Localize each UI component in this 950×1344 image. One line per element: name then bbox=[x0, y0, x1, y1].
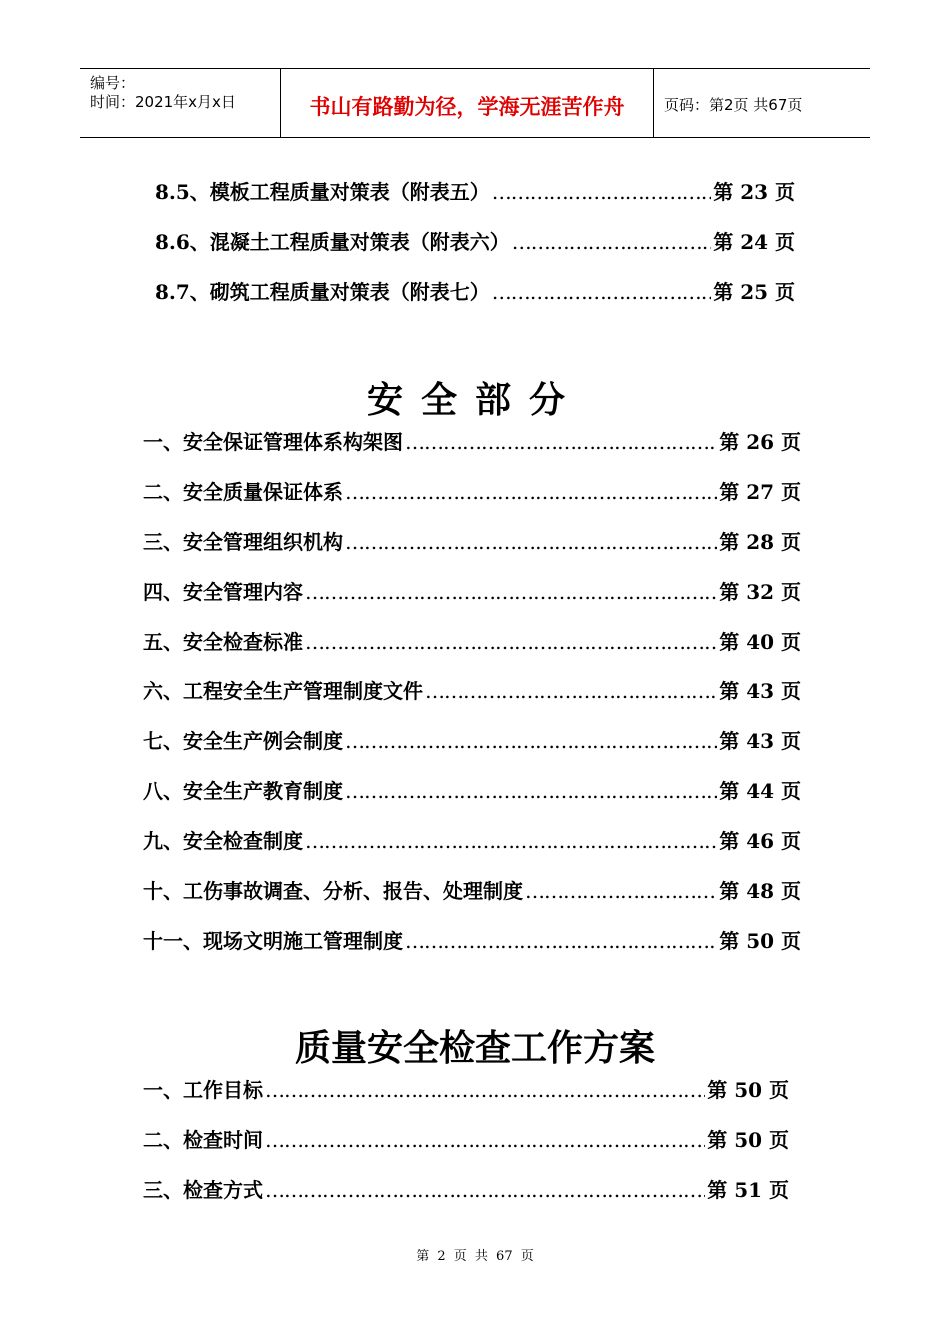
toc-leader-dots bbox=[492, 180, 711, 204]
safety-heading: 安全部分 bbox=[366, 379, 583, 421]
toc-item-page: 第 26 页 bbox=[719, 430, 801, 454]
toc-item-title: 四、安全管理内容 bbox=[143, 580, 303, 604]
toc-item-title: 一、工作目标 bbox=[143, 1078, 263, 1102]
toc-item-title: 六、工程安全生产管理制度文件 bbox=[143, 679, 423, 703]
toc-leader-dots bbox=[305, 580, 717, 604]
toc-item-page: 第 28 页 bbox=[719, 530, 801, 554]
toc-item-title: 十一、现场文明施工管理制度 bbox=[143, 929, 403, 953]
inspection-heading: 质量安全检查工作方案 bbox=[294, 1027, 655, 1069]
toc-leader-dots bbox=[345, 779, 717, 803]
toc-item-title: 二、安全质量保证体系 bbox=[143, 480, 343, 504]
toc-item-page: 第 25 页 bbox=[713, 280, 795, 304]
toc-item-page: 第 24 页 bbox=[713, 230, 795, 254]
toc-item[interactable] bbox=[143, 825, 801, 855]
toc-item-page: 第 50 页 bbox=[719, 929, 801, 953]
toc-leader-dots bbox=[525, 879, 717, 903]
number-label: 编号： bbox=[90, 74, 136, 92]
toc-item-page: 第 43 页 bbox=[719, 729, 801, 753]
toc-item[interactable] bbox=[155, 276, 795, 306]
toc-leader-dots bbox=[305, 829, 717, 853]
toc-item-page: 第 51 页 bbox=[707, 1178, 789, 1202]
header-meta bbox=[80, 69, 281, 137]
toc-item-page: 第 43 页 bbox=[719, 679, 801, 703]
toc-item-page: 第 46 页 bbox=[719, 829, 801, 853]
time-label: 时间：2021年x月x日 bbox=[90, 93, 236, 111]
toc-leader-dots bbox=[425, 679, 717, 703]
toc-leader-dots bbox=[305, 630, 717, 654]
toc-item[interactable] bbox=[143, 1174, 789, 1204]
toc-item-title: 8.6、混凝土工程质量对策表（附表六） bbox=[155, 230, 510, 254]
toc-leader-dots bbox=[512, 230, 711, 254]
toc-item[interactable] bbox=[143, 476, 801, 506]
toc-item[interactable] bbox=[143, 626, 801, 656]
toc-item-title: 八、安全生产教育制度 bbox=[143, 779, 343, 803]
toc-item-title: 8.7、砌筑工程质量对策表（附表七） bbox=[155, 280, 490, 304]
toc-item-title: 九、安全检查制度 bbox=[143, 829, 303, 853]
toc-item-title: 三、安全管理组织机构 bbox=[143, 530, 343, 554]
toc-item-page: 第 23 页 bbox=[713, 180, 795, 204]
toc-item[interactable] bbox=[143, 675, 801, 705]
toc-item[interactable] bbox=[143, 426, 801, 456]
toc-leader-dots bbox=[265, 1078, 705, 1102]
toc-item-page: 第 40 页 bbox=[719, 630, 801, 654]
toc-leader-dots bbox=[492, 280, 711, 304]
toc-item-page: 第 27 页 bbox=[719, 480, 801, 504]
header-page-cell bbox=[654, 69, 870, 137]
toc-item-page: 第 50 页 bbox=[707, 1078, 789, 1102]
toc-leader-dots bbox=[345, 729, 717, 753]
toc-leader-dots bbox=[405, 929, 717, 953]
toc-item-title: 二、检查时间 bbox=[143, 1128, 263, 1152]
toc-item[interactable] bbox=[143, 526, 801, 556]
toc-item[interactable] bbox=[143, 775, 801, 805]
toc-item[interactable] bbox=[143, 725, 801, 755]
toc-item-page: 第 44 页 bbox=[719, 779, 801, 803]
toc-item-title: 一、安全保证管理体系构架图 bbox=[143, 430, 403, 454]
toc-item[interactable] bbox=[155, 226, 795, 256]
toc-leader-dots bbox=[265, 1128, 705, 1152]
page-info: 页码：第2页 共67页 bbox=[664, 96, 803, 114]
toc-item[interactable] bbox=[143, 875, 801, 905]
toc-item-title: 三、检查方式 bbox=[143, 1178, 263, 1202]
toc-leader-dots bbox=[265, 1178, 705, 1202]
toc-item-title: 七、安全生产例会制度 bbox=[143, 729, 343, 753]
toc-item[interactable] bbox=[143, 1124, 789, 1154]
toc-item-page: 第 48 页 bbox=[719, 879, 801, 903]
toc-item-title: 8.5、模板工程质量对策表（附表五） bbox=[155, 180, 490, 204]
toc-item-title: 五、安全检查标准 bbox=[143, 630, 303, 654]
toc-item[interactable] bbox=[143, 925, 801, 955]
toc-item[interactable] bbox=[155, 176, 795, 206]
toc-item[interactable] bbox=[143, 1074, 789, 1104]
header-motto-cell bbox=[281, 69, 654, 137]
toc-leader-dots bbox=[345, 530, 717, 554]
toc-leader-dots bbox=[345, 480, 717, 504]
motto: 书山有路勤为径，学海无涯苦作舟 bbox=[309, 95, 625, 119]
page-footer: 第 2 页 共 67 页 bbox=[416, 1249, 534, 1264]
toc-item-page: 第 32 页 bbox=[719, 580, 801, 604]
toc-item[interactable] bbox=[143, 576, 801, 606]
toc-item-title: 十、工伤事故调查、分析、报告、处理制度 bbox=[143, 879, 523, 903]
toc-leader-dots bbox=[405, 430, 717, 454]
toc-item-page: 第 50 页 bbox=[707, 1128, 789, 1152]
page-header bbox=[80, 68, 870, 138]
